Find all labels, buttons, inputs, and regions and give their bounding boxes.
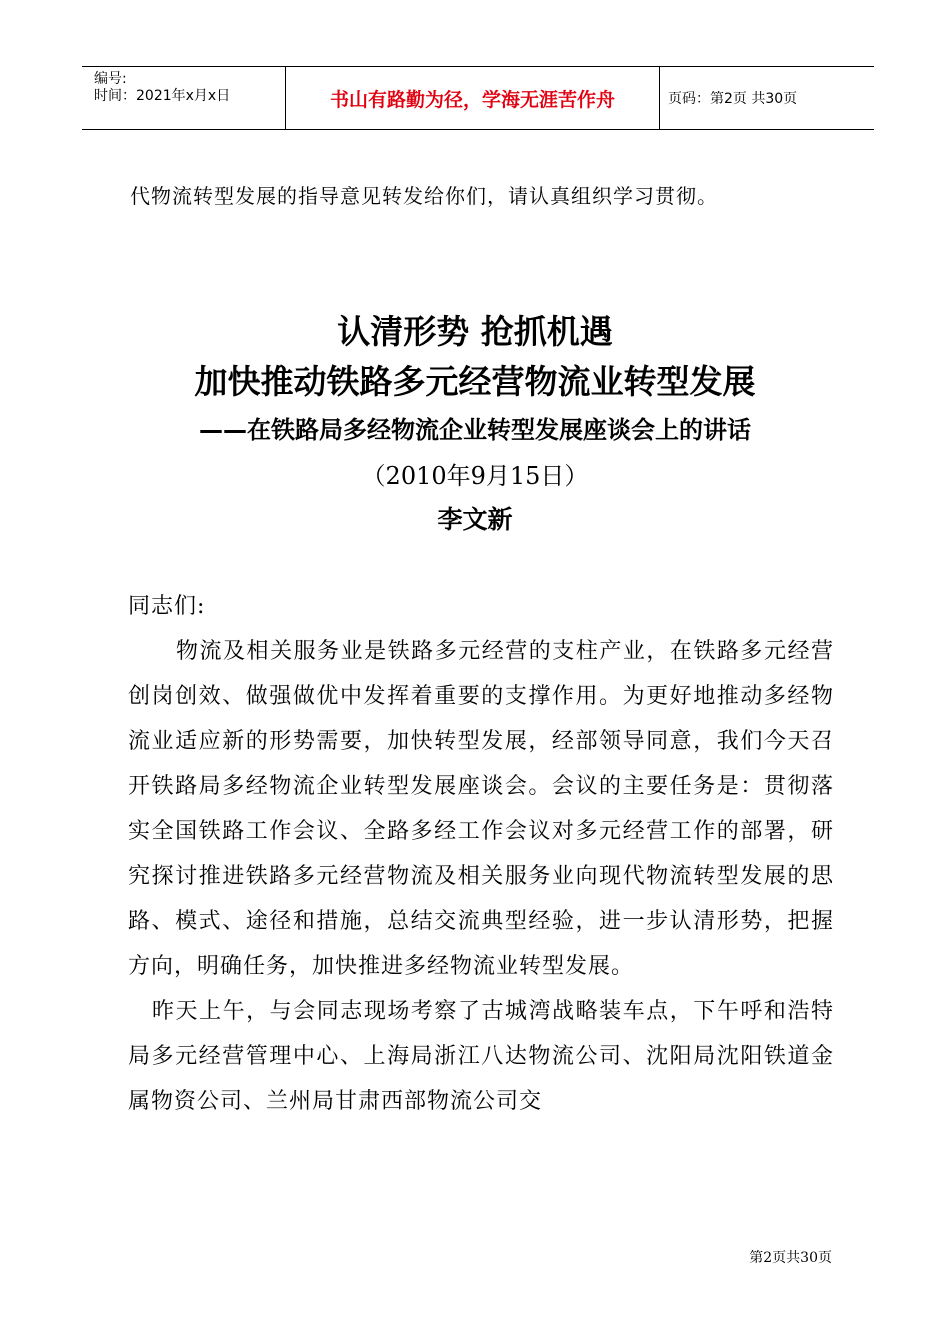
paragraph-1: 物流及相关服务业是铁路多元经营的支柱产业，在铁路多元经营创岗创效、做强做优中发挥着重要的支撑作用。为更好地推动多经物流业适应新的形势需要，加快转型发展，经部领导同意，我们今天召开铁路局多经物流企业转型发展座谈会。会议的主要任务是：贯彻落实全国铁路工作会议、全路多经工作会议对多元经营工作的部署，研究探讨推进铁路多元经营物流及相关服务业向现代物流转型发展的思路、模式、途径和措施，总结交流典型经验，进一步认清形势，把握方向，明确任务，加快推进多经物流业转型发展。 — [128, 639, 834, 979]
page-label: 页码：第2页 共30页 — [668, 91, 798, 107]
document-title-line2: 加快推动铁路多元经营物流业转型发展 — [194, 362, 756, 401]
document-author: 李文新 — [437, 505, 513, 534]
number-label: 编号: — [94, 71, 127, 87]
document-title-line1: 认清形势 抢抓机遇 — [337, 312, 613, 351]
header-meta — [82, 67, 286, 129]
intro-line: 代物流转型发展的指导意见转发给你们，请认真组织学习贯彻。 — [130, 184, 718, 208]
header-motto — [286, 67, 660, 129]
page-footer: 第2页共30页 — [749, 1250, 832, 1266]
time-label: 时间：2021年x月x日 — [94, 88, 231, 104]
page-header — [82, 66, 874, 130]
document-body — [128, 584, 834, 1124]
paragraph-2: 昨天上午，与会同志现场考察了古城湾战略装车点，下午呼和浩特局多元经营管理中心、上海局浙江八达物流公司、沈阳局沈阳铁道金属物资公司、兰州局甘肃西部物流公司交 — [128, 999, 834, 1114]
header-page-info — [660, 67, 874, 129]
motto-text: 书山有路勤为径，学海无涯苦作舟 — [329, 88, 615, 111]
document-date: （2010年9月15日） — [361, 462, 589, 490]
document-subtitle: ——在铁路局多经物流企业转型发展座谈会上的讲话 — [199, 416, 751, 444]
salutation: 同志们: — [128, 594, 206, 619]
